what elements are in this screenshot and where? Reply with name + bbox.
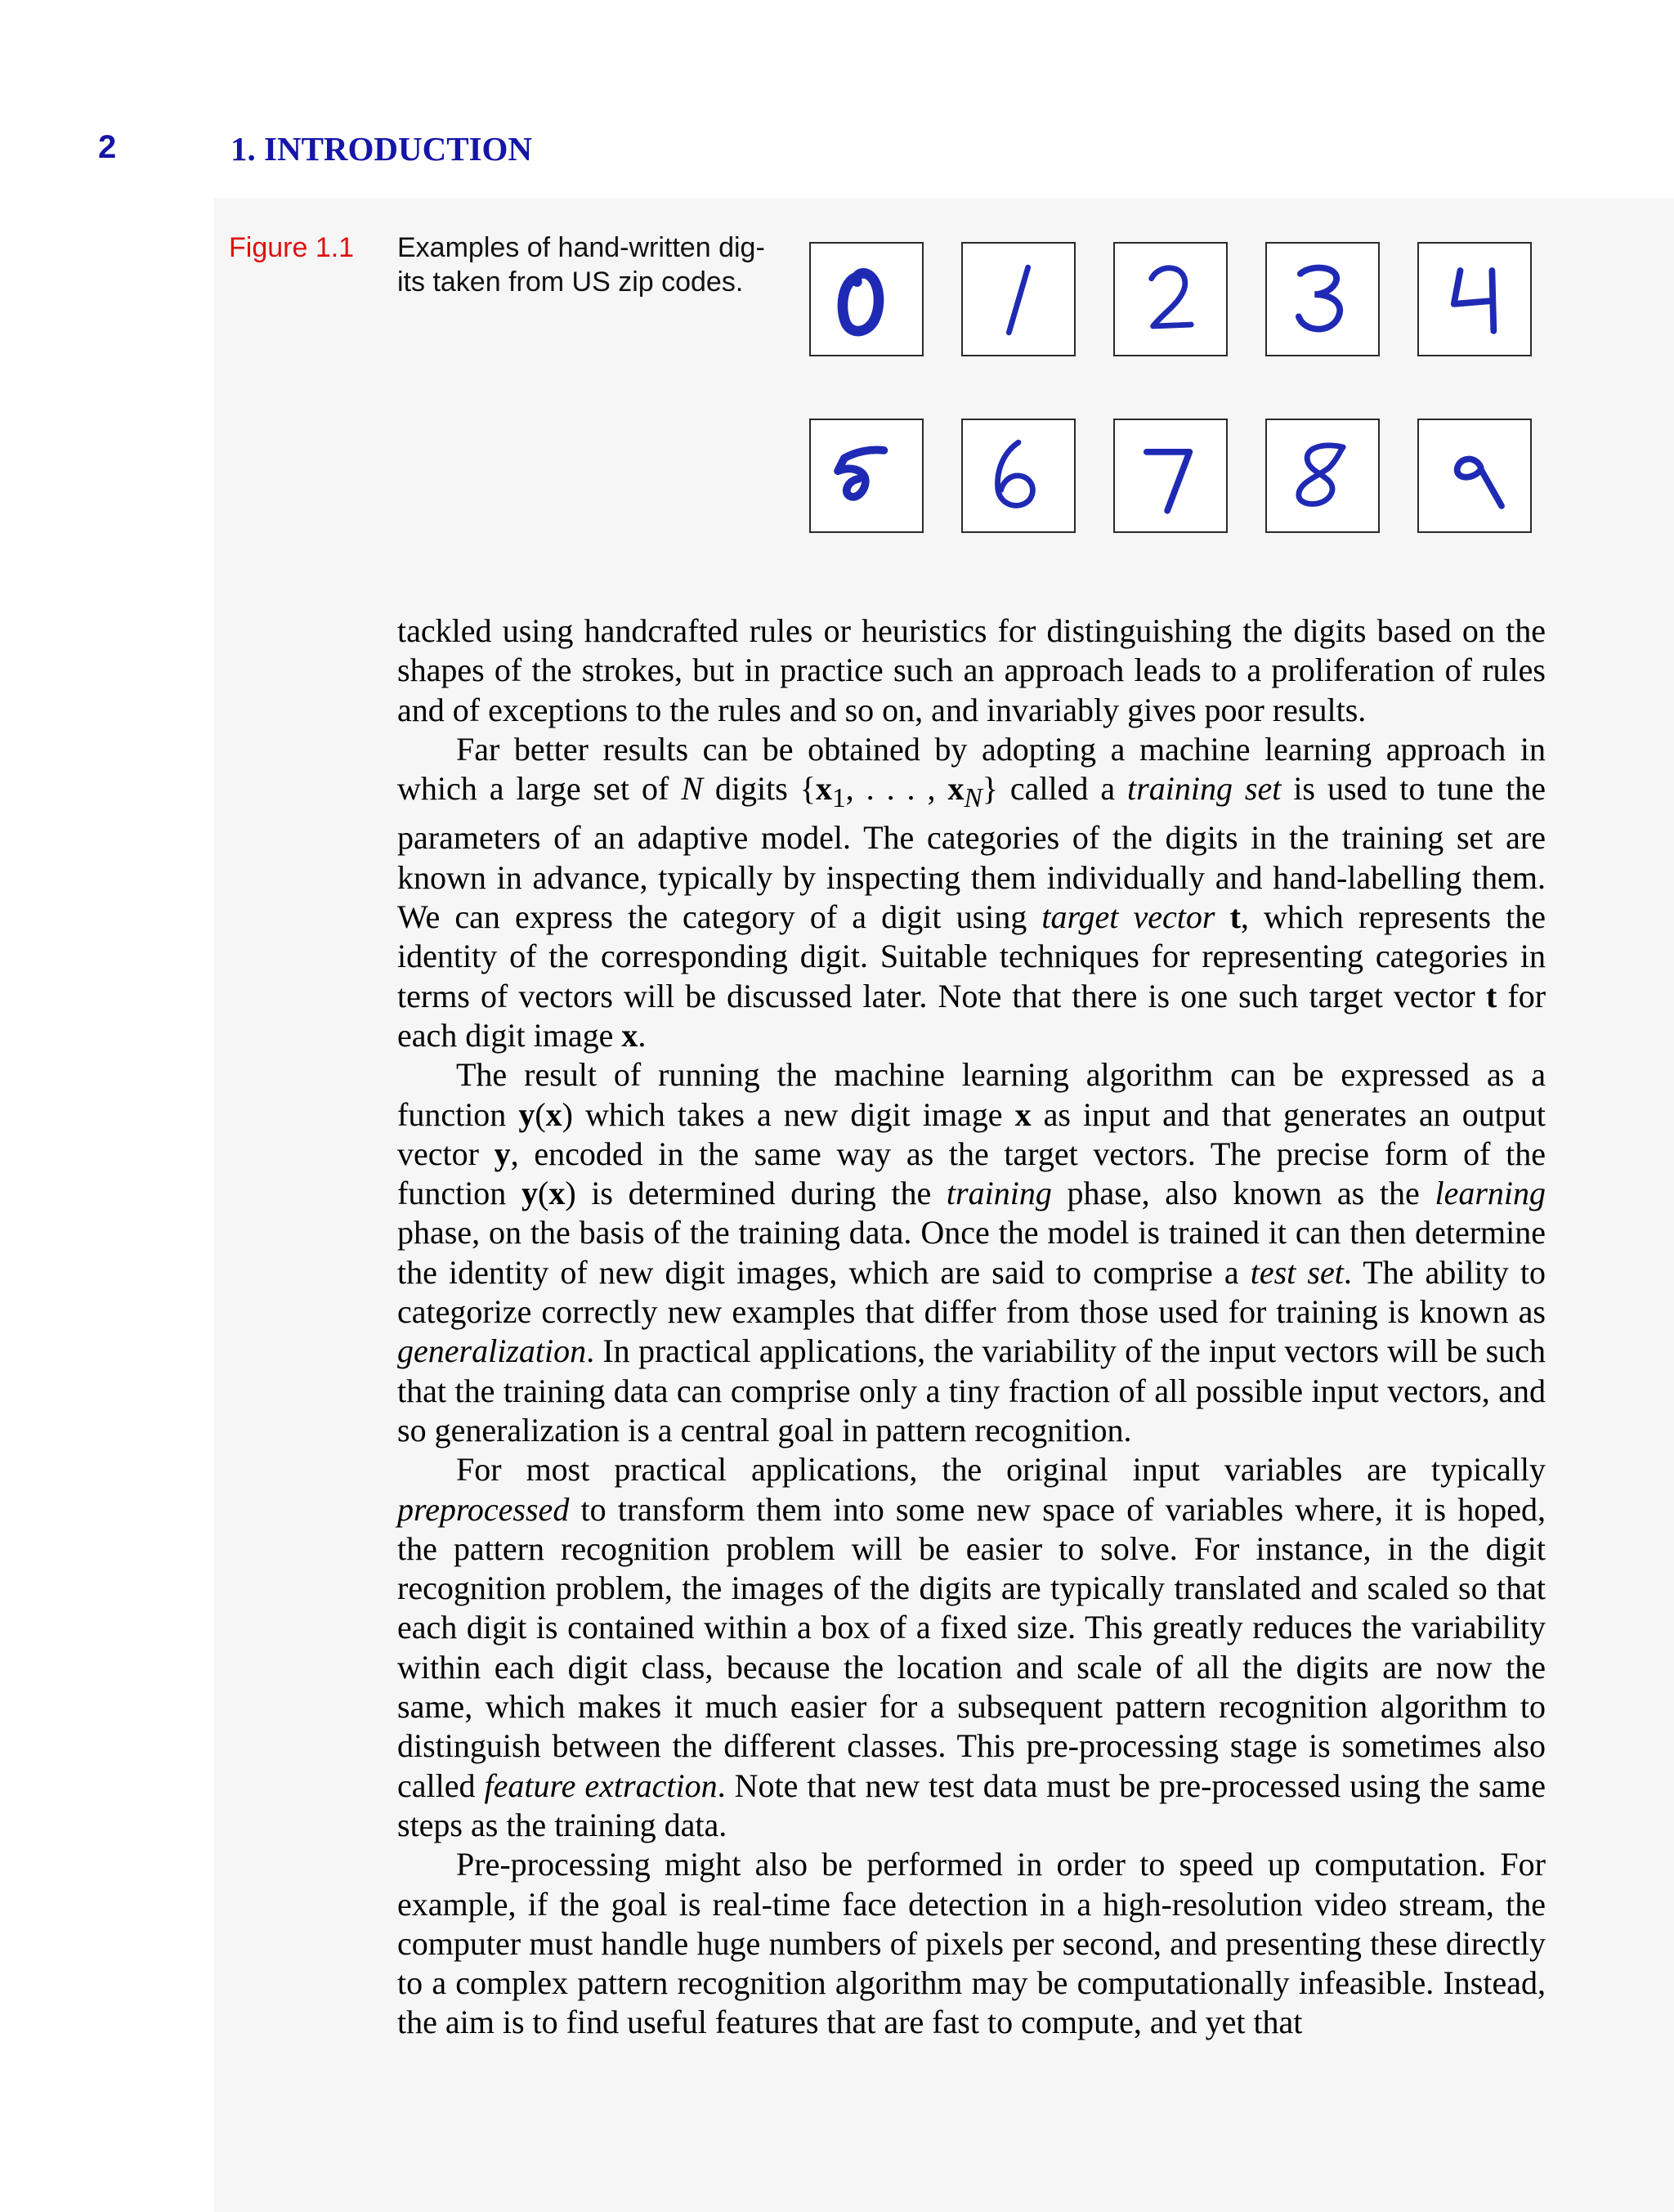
figure-caption-text <box>397 231 781 299</box>
term-target-vector: target vector <box>1041 898 1215 936</box>
term-preprocessed: preprocessed <box>397 1490 570 1528</box>
digit-image-5 <box>809 419 924 533</box>
digit-image-2 <box>1113 242 1228 356</box>
page-number: 2 <box>98 129 117 165</box>
paragraph-5: Pre-processing might also be performed in order to speed up computation. For example, if the goal is real-time face detection in a high-resolution video stream, the computer must handle huge numbers of pixels per second, and presenting these directly to a complex pattern recognition algorithm may be computationally infeasible. Instead, the aim is to find useful features that are fast to compute, and yet that <box>397 1846 1546 2041</box>
digit-image-8 <box>1265 419 1380 533</box>
term-learning: learning <box>1435 1175 1546 1212</box>
paragraph-1: tackled using handcrafted rules or heuristics for distinguishing the digits based on the shapes of the strokes, but in practice such an approach leads to a proliferation of rules and of exceptions to the rules and so on, and invariably gives poor results. <box>397 612 1546 728</box>
paragraph-4: For most practical applications, the original input variables are typically preprocessed to transform them into some new space of variables where, it is hoped, the pattern recognition problem will be easier to solve. For instance, in the digit recognition problem, the images of the digits are typically translated and scaled so that each digit is contained within a box of a fixed size. This greatly reduces the variability within each digit class, because the location and scale of all the digits are now the same, which makes it much easier for a subsequent pattern recognition algorithm to distinguish between the different classes. This pre-processing stage is sometimes also called feature extraction. Note that new test data must be pre-processed using the same steps as the training data. <box>397 1451 1546 1843</box>
paragraph-3: The result of running the machine learning algorithm can be expressed as a function y(x) which takes a new digit image x as input and that generates an output vector y, encoded in the same way as the target vectors. The precise form of the function y(x) is determined during the training phase, also known as the learning phase, on the basis of the training data. Once the model is trained it can then determine the identity of new digit images, which are said to comprise a test set. The ability to categorize correctly new examples that differ from those used for training is known as generalization. In practical applications, the variability of the input vectors will be such that the training data can comprise only a tiny fraction of all possible input vectors, and so generalization is a central goal in pattern recognition. <box>397 1056 1546 1449</box>
digit-image-1 <box>961 242 1076 356</box>
caption-line-1: Examples of hand-written dig- <box>397 232 765 263</box>
paragraph-2: Far better results can be obtained by adopting a machine learning approach in which a large set of N digits {$x_1$, . . . , $x_N$} called a training set is used to tune the parameters of an adaptive model. The categories of the digits in the training set are known in advance, typically by inspecting them individually and hand-labelling them. We can express the category of a digit using target vector t, which represents the identity of the corresponding digit. Suitable techniques for representing categories in terms of vectors will be discussed later. Note that there is one such target vector t for each digit image x. <box>397 730 1546 1054</box>
figure-label: Figure 1.1 <box>229 232 355 263</box>
caption-line-2: its taken from US zip codes. <box>397 266 744 298</box>
digit-image-4 <box>1417 242 1532 356</box>
digit-figure <box>809 242 1537 536</box>
term-test-set: test set <box>1250 1253 1344 1291</box>
digit-image-3 <box>1265 242 1380 356</box>
term-feature-extraction: feature extraction <box>484 1766 718 1804</box>
term-generalization: generalization <box>397 1332 587 1370</box>
term-training: training <box>946 1175 1052 1212</box>
body-text <box>397 611 1546 2043</box>
term-training-set: training set <box>1127 770 1282 808</box>
digit-image-0 <box>809 242 924 356</box>
chapter-title: 1. INTRODUCTION <box>231 130 533 168</box>
digit-image-9 <box>1417 419 1532 533</box>
digit-image-6 <box>961 419 1076 533</box>
digit-image-7 <box>1113 419 1228 533</box>
page-header <box>0 124 1674 173</box>
